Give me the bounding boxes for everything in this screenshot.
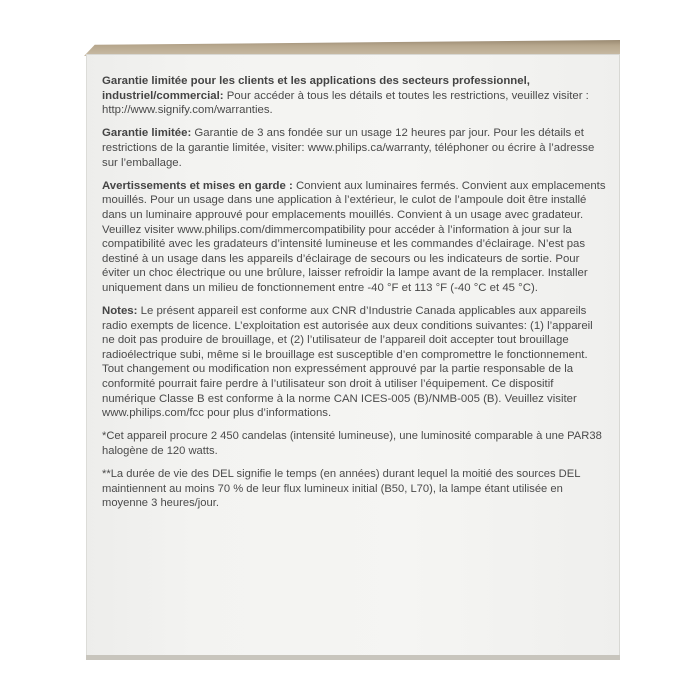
paragraph-heading: Garantie limitée pour les clients et les applications des secteurs professionnel, industriel/commercial:: [102, 75, 530, 102]
commercial-warranty-paragraph: [102, 74, 608, 118]
notes-paragraph: [102, 304, 608, 421]
paragraph-text: Garantie de 3 ans fondée sur un usage 12 heures par jour. Pour les détails et restrictions de la garantie limitée, visiter: www.philips.ca/warranty, téléphoner ou écrire à l’adresse sur l’emballage.: [102, 127, 595, 169]
paragraph-heading: Avertissements et mises en garde :: [102, 179, 293, 192]
legal-text-block: [102, 74, 608, 520]
paragraph-text: Le présent appareil est conforme aux CNR d’Industrie Canada applicables aux appareils radio exempts de licence. L’exploitation est autorisée aux deux conditions suivantes: (1) l’appareil ne doit pas produire de brouillage, et (2) l’utilisateur de l’appareil doit accepter tout brouillage radioélectrique subi, même si le brouillage est susceptible d’en compromettre le fonctionnement. Tout changement ou modification non expressément approuvé par la partie responsable de la conformité pourrait faire perdre à l’utilisateur son droit à utiliser l’équipement. Ce dispositif numérique Classe B est conforme à la norme CAN ICES-005 (B)/NMB-005 (B). Veuillez visiter www.philips.com/fcc pour plus d’informations.: [102, 305, 593, 420]
paragraph-heading: Garantie limitée:: [102, 127, 192, 140]
paragraph-text: **La durée de vie des DEL signifie le temps (en années) durant lequel la moitié des sources DEL maintiennent au moins 70 % de leur flux lumineux initial (B50, L70), la lampe étant utilisée en moyenne 3 heures/jour.: [102, 468, 581, 510]
candela-footnote: [102, 429, 608, 458]
paragraph-text: Convient aux luminaires fermés. Convient aux emplacements mouillés. Pour un usage dans une application à l’extérieur, le culot de l’ampoule doit être installé dans un luminaire approuvé pour emplacements mouillés. Convient à un usage avec gradateur. Veuillez visiter www.philips.com/dimmercompatibility pour accéder à l’information à jour sur la compatibilité avec les gradateurs d’intensité lumineuse et les commandes d’éclairage. N’est pas destiné à un usage dans les appareils d’éclairage de secours ou les indicateurs de sortie. Pour éviter un choc électrique ou une brûlure, laisser refroidir la lampe avant de la remplacer. Installer uniquement dans un milieu de fonctionnement entre -40 °F et 113 °F (-40 °C et 45 °C).: [102, 179, 606, 294]
limited-warranty-paragraph: [102, 126, 608, 170]
box-bottom-edge: [86, 655, 620, 660]
led-lifetime-footnote: [102, 467, 608, 511]
paragraph-text: Pour accéder à tous les détails et toutes les restrictions, veuillez visiter : http://www.signify.com/warranties.: [102, 89, 589, 117]
paragraph-heading: Notes:: [102, 305, 138, 318]
paragraph-text: *Cet appareil procure 2 450 candelas (intensité lumineuse), une luminosité comparable à une PAR38 halogène de 120 watts.: [102, 430, 602, 458]
warnings-paragraph: [102, 179, 608, 296]
